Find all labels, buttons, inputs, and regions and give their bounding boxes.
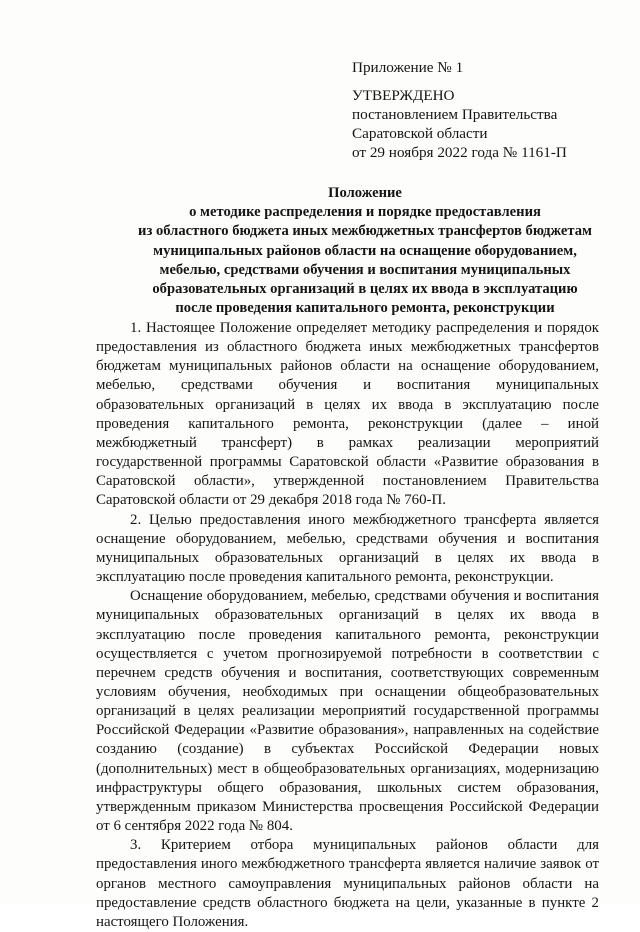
title-line: Положение xyxy=(328,185,402,201)
paragraph-2: 2. Целью предоставления иного межбюджетного трансферта является оснащение оборудованием, мебелью, средствами обучения и воспитания муниципальных образовательных организаций в целях их ввода в эксплуатацию после проведения капитального ремонта, реконструкции. xyxy=(96,511,599,586)
document-body xyxy=(96,319,599,932)
decree-line-1: постановлением Правительства xyxy=(352,106,558,123)
document-title xyxy=(80,184,640,318)
paragraph-3: 3. Критерием отбора муниципальных районов области для предоставления иного межбюджетного трансферта является наличие заявок от органов местного самоуправления муниципальных районов области на предоставление средств областного бюджета на цели, указанные в пункте 2 настоящего Положения. xyxy=(96,837,599,930)
title-line: из областного бюджета иных межбюджетных трансфертов бюджетам xyxy=(138,223,592,240)
approved-label: УТВЕРЖДЕНО xyxy=(352,87,455,104)
appendix-label: Приложение № 1 xyxy=(352,59,464,76)
decree-line-3: от 29 ноября 2022 года № 1161-П xyxy=(352,144,567,161)
paragraph-1: 1. Настоящее Положение определяет методику распределения и порядок предоставления из областного бюджета иных межбюджетных трансфертов бюджетам муниципальных районов области на оснащение оборудованием, мебелью, средствами обучения и воспитания муниципальных образовательных организаций в целях их ввода в эксплуатацию после проведения капитального ремонта, реконструкции (далее – иной межбюджетный трансферт) в рамках реализации мероприятий государственной программы Саратовской области «Развитие образования в Саратовской области», утвержденной постановлением Правительства Саратовской области от 29 декабря 2018 года № 760-П. xyxy=(96,320,599,509)
decree-line-2: Саратовской области xyxy=(352,125,488,142)
title-line: образовательных организаций в целях их ввода в эксплуатацию xyxy=(152,281,578,298)
title-line: после проведения капитального ремонта, реконструкции xyxy=(175,300,555,317)
title-line: муниципальных районов области на оснащение оборудованием, xyxy=(153,242,577,259)
approval-block xyxy=(352,58,612,162)
title-line: о методике распределения и порядке предоставления xyxy=(189,204,541,221)
title-line: мебелью, средствами обучения и воспитания муниципальных xyxy=(159,261,571,278)
paragraph-2-continuation: Оснащение оборудованием, мебелью, средствами обучения и воспитания муниципальных образовательных организаций в целях их ввода в эксплуатацию после проведения капитального ремонта, реконструкции осуществляется с учетом прогнозируемой потребности в соответствии с перечнем средств обучения и воспитания, соответствующих современным условиям обучения, необходимых при оснащении общеобразовательных организаций в целях реализации мероприятий государственной программы Российской Федерации «Развитие образования», направленных на содействие созданию (создание) в субъектах Российской Федерации новых (дополнительных) мест в общеобразовательных организациях, модернизацию инфраструктуры общего образования, школьных систем образования, утвержденным приказом Министерства просвещения Российской Федерации от 6 сентября 2022 года № 804. xyxy=(96,588,599,835)
